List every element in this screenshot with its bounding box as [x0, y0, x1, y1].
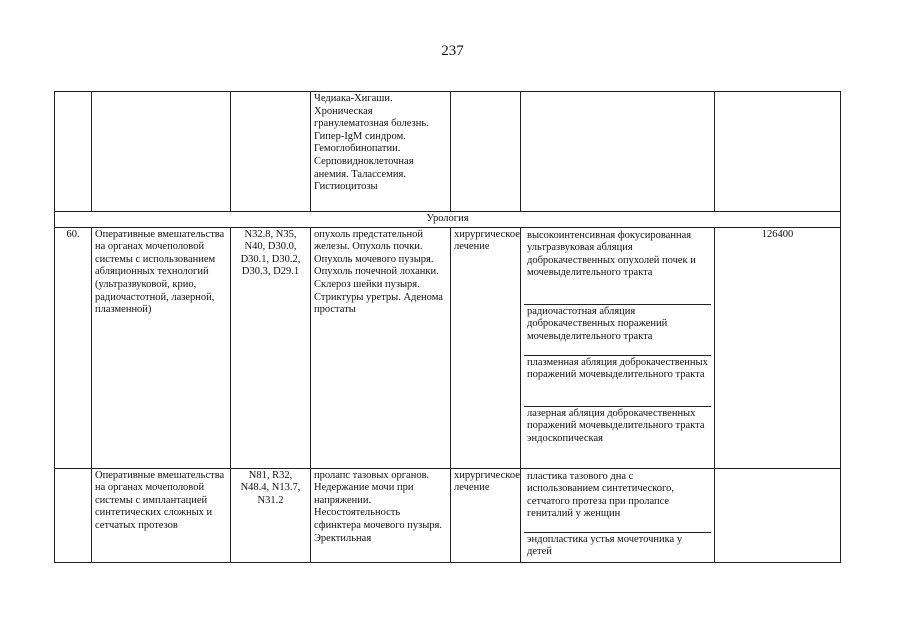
cell-cost — [715, 468, 841, 562]
cell-name: Оперативные вмешательства на органах мочеполовой системы с имплантацией синтетических сложных и сетчатых протезов — [92, 468, 231, 562]
cell-diagnoses: пролапс тазовых органов. Недержание мочи при напряжении. Несостоятельность сфинктера мочевого пузыря. Эректильная — [311, 468, 451, 562]
cell-diagnoses: опухоль предстательной железы. Опухоль почки. Опухоль мочевого пузыря. Опухоль почечной лоханки. Склероз шейки пузыря. Стриктуры уретры. Аденома простаты — [311, 227, 451, 468]
methods-list — [524, 229, 711, 467]
section-title: Урология — [55, 212, 841, 228]
cell-cost: 126400 — [715, 227, 841, 468]
table-row-60 — [55, 227, 841, 468]
method-item: эндопластика устья мочеточника у детей — [524, 532, 711, 561]
cell-treatment-type: хирургическое лечение — [451, 468, 521, 562]
method-item: плазменная абляция доброкачественных поражений мочевыделительного тракта — [524, 355, 711, 406]
method-item: пластика тазового дна с использованием синтетического, сетчатого протеза при пролапсе гениталий у женщин — [527, 470, 674, 520]
cell-methods — [521, 92, 715, 212]
cell-number — [55, 92, 92, 212]
cell-codes — [231, 92, 311, 212]
cell-methods — [521, 227, 715, 468]
cell-methods — [521, 468, 715, 562]
method-item: радиочастотная абляция доброкачественных поражений мочевыделительного тракта — [524, 304, 711, 355]
cell-name: Оперативные вмешательства на органах мочеполовой системы с использованием абляционных технологий (ультразвуковой, крио, радиочастотной, лазерной, плазменной) — [92, 227, 231, 468]
cell-codes: N32.8, N35, N40, D30.0, D30.1, D30.2, D30.3, D29.1 — [231, 227, 311, 468]
cell-cost — [715, 92, 841, 212]
table-row-61 — [55, 468, 841, 562]
medical-care-table — [54, 91, 841, 563]
method-item: высокоинтенсивная фокусированная ультразвуковая абляция доброкачественных опухолей почек и мочевыделительного тракта — [527, 229, 696, 279]
cell-diagnoses: Чедиака-Хигаши. Хроническая гранулематозная болезнь. Гипер-IgM синдром. Гемоглобинопатии. Серповидноклеточная анемия. Талассемия. Гистиоцитозы — [311, 92, 451, 212]
cell-number: 60. — [55, 227, 92, 468]
table-row-continuation — [55, 92, 841, 212]
page-number: 237 — [441, 43, 464, 59]
cell-number — [55, 468, 92, 562]
cell-name — [92, 92, 231, 212]
cell-treatment-type — [451, 92, 521, 212]
method-item: лазерная абляция доброкачественных поражений мочевыделительного тракта эндоскопическая — [524, 406, 711, 467]
methods-list — [524, 470, 711, 561]
section-row — [55, 212, 841, 228]
cell-treatment-type: хирургическое лечение — [451, 227, 521, 468]
cell-codes: N81, R32, N48.4, N13.7, N31.2 — [231, 468, 311, 562]
